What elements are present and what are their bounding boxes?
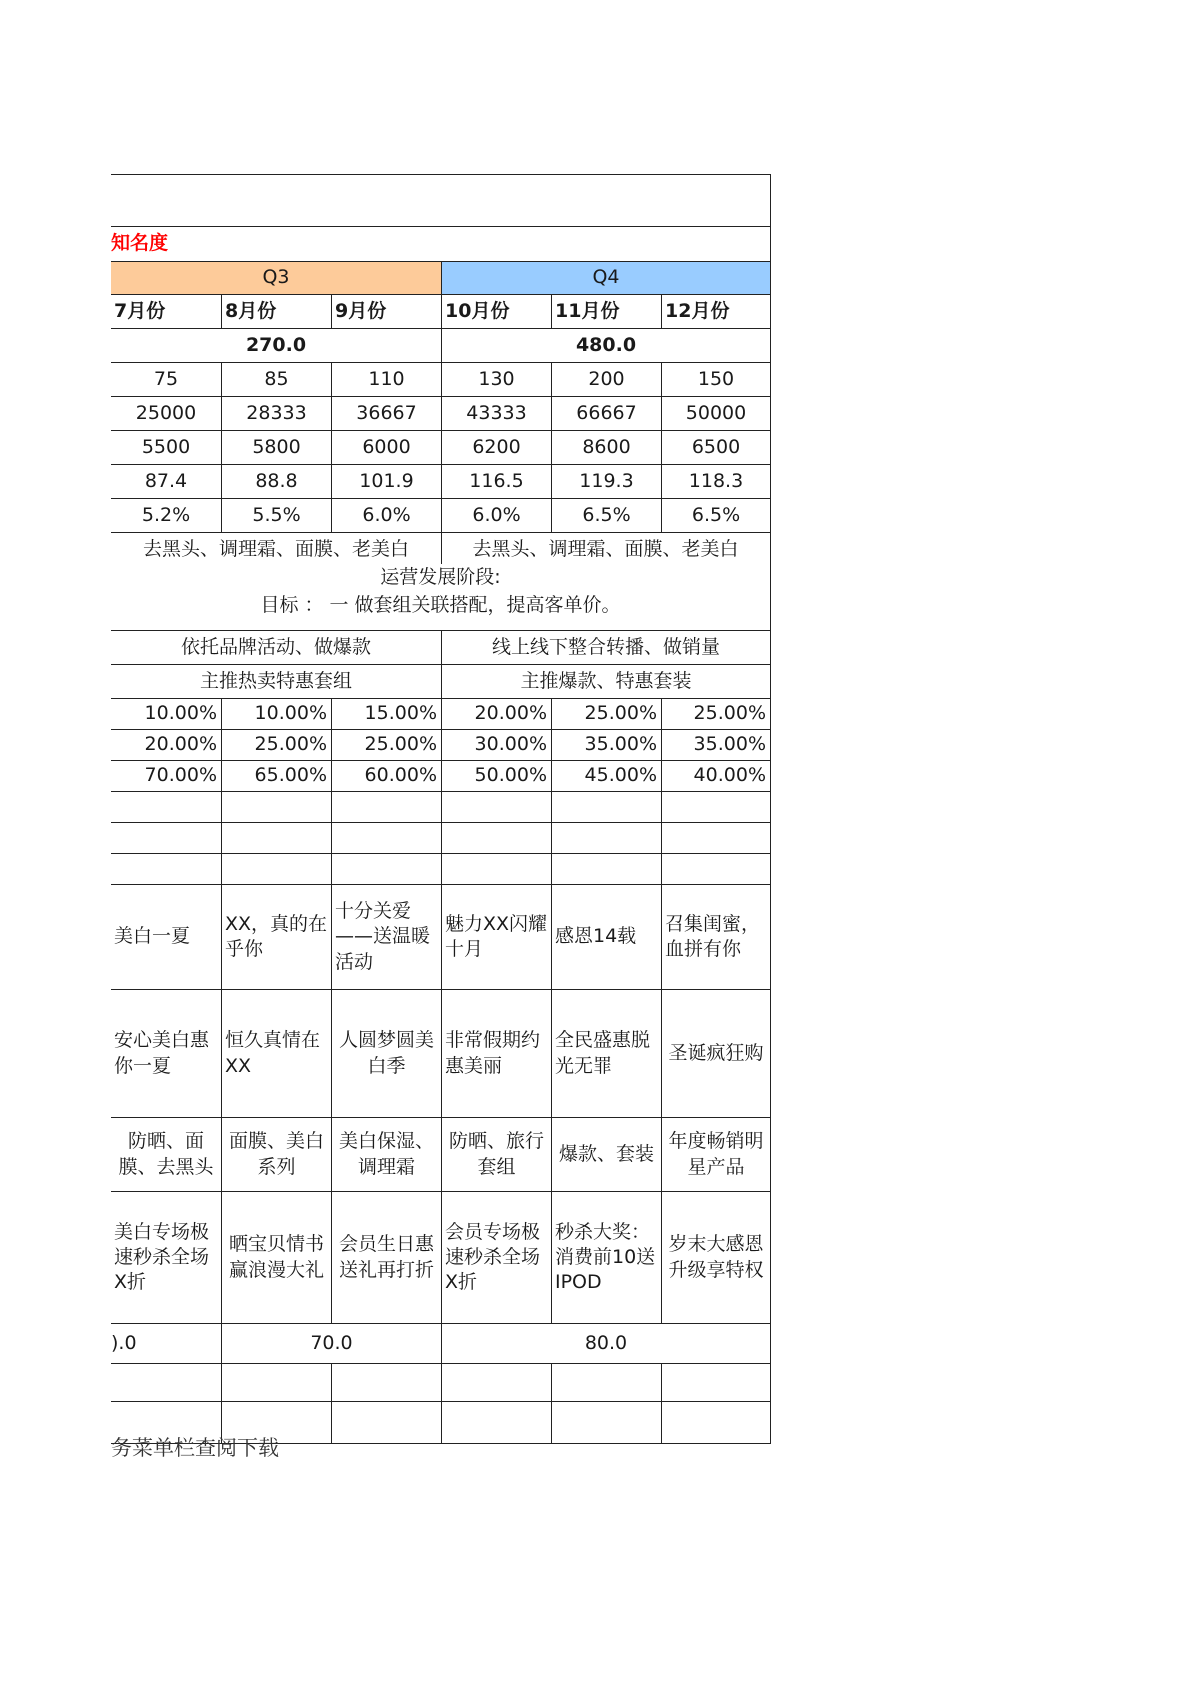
q4-products: 去黑头、调理霜、面膜、老美白 xyxy=(472,538,739,560)
month-header[interactable]: 11月份 xyxy=(551,295,661,328)
table-row xyxy=(111,431,770,465)
product-focus-cell[interactable]: 面膜、美白系列 xyxy=(221,1118,331,1191)
data-cell[interactable]: 150 xyxy=(661,363,770,396)
blank-cell[interactable] xyxy=(221,792,331,822)
blank-cell[interactable] xyxy=(221,1364,331,1401)
blank-cell[interactable] xyxy=(551,1364,661,1401)
percent-row xyxy=(111,730,770,761)
blank-cell[interactable] xyxy=(111,1364,221,1401)
percent-cell[interactable]: 40.00% xyxy=(661,761,770,791)
blank-row xyxy=(111,823,770,854)
month-header[interactable]: 8月份 xyxy=(221,295,331,328)
percent-cell[interactable]: 65.00% xyxy=(221,761,331,791)
quarter-q4-header[interactable]: Q4 xyxy=(441,262,770,294)
month-header[interactable]: 7月份 xyxy=(114,299,166,322)
data-cell[interactable]: 36667 xyxy=(331,397,441,430)
divider xyxy=(441,533,442,564)
data-cell[interactable]: 43333 xyxy=(441,397,551,430)
budget-row xyxy=(111,1324,770,1364)
quarter-header-row xyxy=(111,261,770,295)
blank-cell[interactable] xyxy=(441,1402,551,1443)
table-row xyxy=(111,363,770,397)
operations-stage: 运营发展阶段: xyxy=(380,566,501,588)
data-cell[interactable]: 5800 xyxy=(221,431,331,464)
percent-cell[interactable]: 10.00% xyxy=(221,699,331,729)
blank-cell[interactable] xyxy=(441,823,551,853)
q4-strategy[interactable]: 线上线下整合转播、做销量 xyxy=(441,631,770,664)
blank-cell[interactable] xyxy=(661,1364,770,1401)
month-header[interactable]: 10月份 xyxy=(441,295,551,328)
blank-row xyxy=(111,792,770,823)
data-cell[interactable]: 119.3 xyxy=(551,465,661,498)
budget-cell[interactable]: 70.0 xyxy=(221,1324,441,1363)
percent-cell[interactable]: 60.00% xyxy=(331,761,441,791)
product-focus-cell[interactable]: 防晒、面膜、去黑头 xyxy=(118,1130,214,1178)
blank-cell[interactable] xyxy=(551,792,661,822)
data-cell[interactable]: 75 xyxy=(153,367,179,390)
percent-cell[interactable]: 50.00% xyxy=(441,761,551,791)
data-cell[interactable]: 118.3 xyxy=(661,465,770,498)
percent-row xyxy=(111,699,770,730)
theme-cell[interactable]: 感恩14载 xyxy=(551,885,661,989)
promotion-cell[interactable]: 晒宝贝情书赢浪漫大礼 xyxy=(221,1192,331,1323)
data-cell[interactable]: 101.9 xyxy=(331,465,441,498)
blank-cell[interactable] xyxy=(661,1402,770,1443)
q4-total[interactable]: 480.0 xyxy=(441,329,770,362)
theme-cell[interactable]: 美白一夏 xyxy=(114,925,191,948)
blank-cell[interactable] xyxy=(111,175,770,226)
percent-cell[interactable]: 20.00% xyxy=(144,733,217,756)
percent-cell[interactable]: 25.00% xyxy=(661,699,770,729)
q3-products: 去黑头、调理霜、面膜、老美白 xyxy=(142,538,409,560)
table-row xyxy=(111,499,770,533)
focus-row xyxy=(111,665,770,699)
percent-row xyxy=(111,761,770,792)
data-cell[interactable]: 110 xyxy=(331,363,441,396)
blank-row xyxy=(111,854,770,885)
theme-cell[interactable]: XX，真的在乎你 xyxy=(221,885,331,989)
percent-cell[interactable]: 35.00% xyxy=(551,730,661,760)
campaign-cell[interactable]: 人圆梦圆美白季 xyxy=(331,990,441,1117)
data-cell[interactable]: 6200 xyxy=(441,431,551,464)
strategy-row xyxy=(111,631,770,665)
data-cell[interactable]: 6.0% xyxy=(441,499,551,532)
blank-row xyxy=(111,1364,770,1402)
promotion-row xyxy=(111,1192,770,1324)
blank-cell[interactable] xyxy=(111,823,221,853)
percent-cell[interactable]: 35.00% xyxy=(661,730,770,760)
data-cell[interactable]: 5.5% xyxy=(221,499,331,532)
month-header[interactable]: 12月份 xyxy=(661,295,770,328)
percent-cell[interactable]: 25.00% xyxy=(551,699,661,729)
data-cell[interactable]: 87.4 xyxy=(144,469,188,492)
spreadsheet-table xyxy=(111,174,771,1444)
product-focus-cell[interactable]: 防晒、旅行套组 xyxy=(441,1118,551,1191)
blank-cell[interactable] xyxy=(441,792,551,822)
products-operations-row xyxy=(111,533,770,631)
promotion-cell[interactable]: 岁末大感恩升级享特权 xyxy=(661,1192,770,1323)
data-cell[interactable]: 6.0% xyxy=(331,499,441,532)
percent-cell[interactable]: 20.00% xyxy=(441,699,551,729)
data-cell[interactable]: 200 xyxy=(551,363,661,396)
percent-cell[interactable]: 70.00% xyxy=(144,764,217,787)
blank-cell[interactable] xyxy=(551,1402,661,1443)
data-cell[interactable]: 6.5% xyxy=(661,499,770,532)
blank-cell[interactable] xyxy=(111,854,221,884)
theme-cell[interactable]: 十分关爱——送温暖活动 xyxy=(331,885,441,989)
data-cell[interactable]: 66667 xyxy=(551,397,661,430)
data-cell[interactable]: 5.2% xyxy=(141,503,191,526)
percent-cell[interactable]: 10.00% xyxy=(144,702,217,725)
blank-cell[interactable] xyxy=(331,792,441,822)
data-cell[interactable]: 28333 xyxy=(221,397,331,430)
quarter-q3-header[interactable]: Q3 xyxy=(111,262,441,294)
blank-title-row xyxy=(111,175,770,227)
footer-note: 务菜单栏查阅下载 xyxy=(111,1436,279,1460)
data-cell[interactable]: 116.5 xyxy=(441,465,551,498)
data-cell[interactable]: 130 xyxy=(441,363,551,396)
operations-goal: 目标 ： 一 做套组关联搭配，提高客单价。 xyxy=(260,594,621,616)
product-focus-cell[interactable]: 年度畅销明星产品 xyxy=(661,1118,770,1191)
month-header-row xyxy=(111,295,770,329)
data-cell[interactable]: 8600 xyxy=(551,431,661,464)
blank-cell[interactable] xyxy=(661,823,770,853)
data-cell[interactable]: 88.8 xyxy=(221,465,331,498)
campaign-row xyxy=(111,990,770,1118)
table-row xyxy=(111,397,770,431)
data-cell[interactable]: 25000 xyxy=(135,401,197,424)
percent-cell[interactable]: 30.00% xyxy=(441,730,551,760)
percent-cell[interactable]: 25.00% xyxy=(331,730,441,760)
percent-cell[interactable]: 15.00% xyxy=(331,699,441,729)
blank-cell[interactable] xyxy=(221,823,331,853)
blank-cell[interactable] xyxy=(551,854,661,884)
campaign-cell[interactable]: 恒久真情在XX xyxy=(221,990,331,1117)
data-cell[interactable]: 6.5% xyxy=(551,499,661,532)
campaign-cell[interactable]: 圣诞疯狂购 xyxy=(661,990,770,1117)
budget-cell[interactable]: ).0 xyxy=(111,1331,137,1354)
table-row xyxy=(111,465,770,499)
percent-cell[interactable]: 45.00% xyxy=(551,761,661,791)
theme-cell[interactable]: 魅力XX闪耀十月 xyxy=(441,885,551,989)
q3-total[interactable]: 270.0 xyxy=(245,333,307,356)
quarter-total-row xyxy=(111,329,770,363)
theme-row xyxy=(111,885,770,990)
data-cell[interactable]: 6500 xyxy=(661,431,770,464)
q3-focus[interactable]: 主推热卖特惠套组 xyxy=(199,669,352,692)
promotion-cell[interactable]: 会员专场极速秒杀全场X折 xyxy=(441,1192,551,1323)
blank-cell[interactable] xyxy=(551,823,661,853)
month-header[interactable]: 9月份 xyxy=(331,295,441,328)
campaign-cell[interactable]: 全民盛惠脱光无罪 xyxy=(551,990,661,1117)
blank-cell[interactable] xyxy=(111,792,221,822)
section-title: 知名度 xyxy=(111,232,169,255)
percent-cell[interactable]: 25.00% xyxy=(221,730,331,760)
campaign-cell[interactable]: 安心美白惠你一夏 xyxy=(114,1029,210,1077)
blank-cell[interactable] xyxy=(331,823,441,853)
blank-cell[interactable] xyxy=(331,854,441,884)
data-cell[interactable]: 85 xyxy=(221,363,331,396)
blank-cell[interactable] xyxy=(661,854,770,884)
product-focus-row xyxy=(111,1118,770,1192)
blank-cell[interactable] xyxy=(441,1364,551,1401)
promotion-cell[interactable]: 会员生日惠送礼再打折 xyxy=(331,1192,441,1323)
blank-cell[interactable] xyxy=(221,854,331,884)
theme-cell[interactable]: 召集闺蜜，血拼有你 xyxy=(661,885,770,989)
data-cell[interactable]: 5500 xyxy=(141,435,191,458)
data-cell[interactable]: 6000 xyxy=(331,431,441,464)
blank-cell[interactable] xyxy=(331,1364,441,1401)
product-focus-cell[interactable]: 爆款、套装 xyxy=(551,1118,661,1191)
blank-cell[interactable] xyxy=(441,854,551,884)
product-focus-cell[interactable]: 美白保湿、调理霜 xyxy=(331,1118,441,1191)
campaign-cell[interactable]: 非常假期约惠美丽 xyxy=(441,990,551,1117)
title-row xyxy=(111,227,770,261)
promotion-cell[interactable]: 美白专场极速秒杀全场X折 xyxy=(114,1220,210,1294)
q3-strategy[interactable]: 依托品牌活动、做爆款 xyxy=(180,635,371,658)
budget-cell[interactable]: 80.0 xyxy=(441,1324,770,1363)
q4-focus[interactable]: 主推爆款、特惠套装 xyxy=(441,665,770,698)
blank-cell[interactable] xyxy=(661,792,770,822)
data-cell[interactable]: 50000 xyxy=(661,397,770,430)
blank-cell[interactable] xyxy=(331,1402,441,1443)
promotion-cell[interactable]: 秒杀大奖：消费前10送IPOD xyxy=(551,1192,661,1323)
